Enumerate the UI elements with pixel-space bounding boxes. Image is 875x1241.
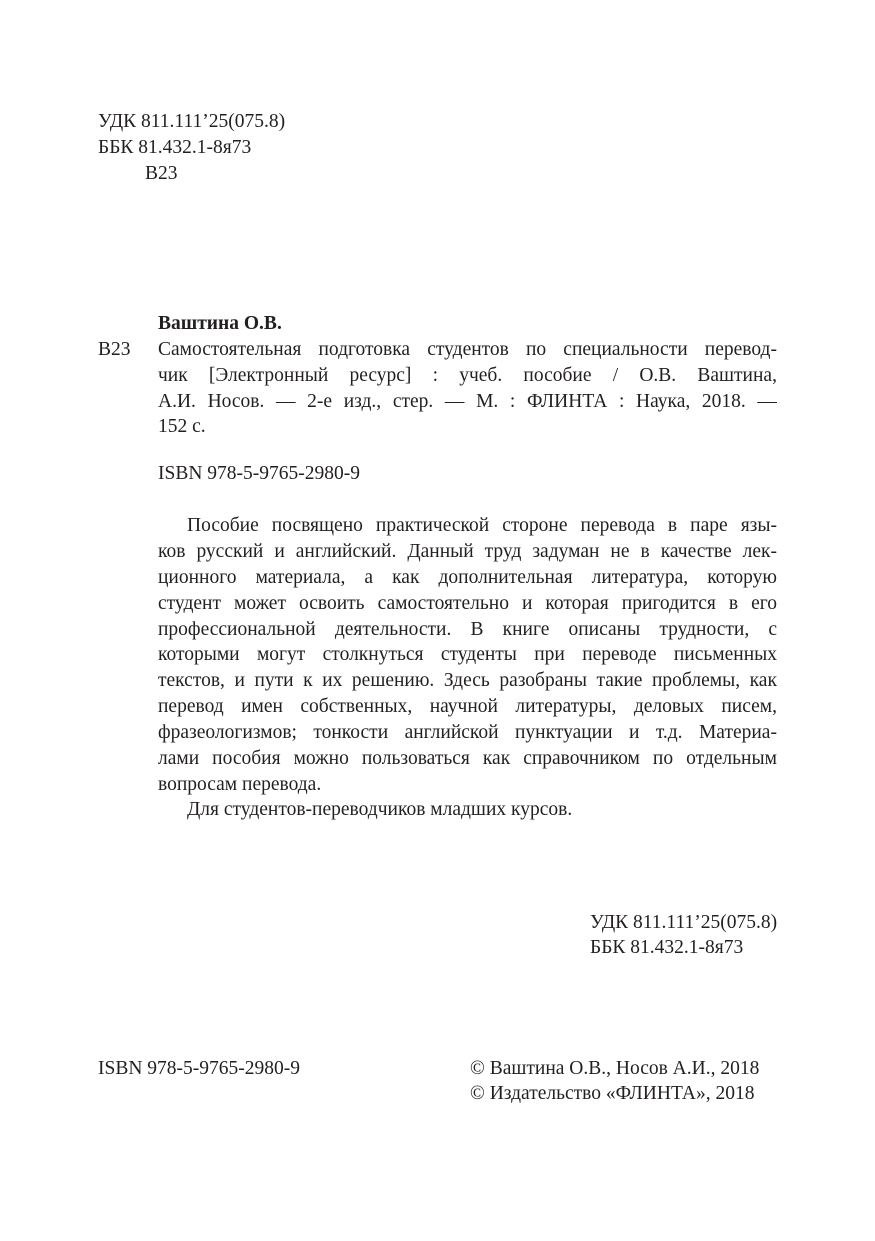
record-code: В23 [98,339,131,360]
top-udk: УДК 811.111’25(075.8) [98,111,286,132]
author-heading: Ваштина О.В. [158,313,282,334]
copyright-authors: © Ваштина О.В., Носов А.И., 2018 [470,1058,760,1079]
bottom-udk: УДК 811.111’25(075.8) [590,912,778,933]
annotation-line: Пособие посвящено практической стороне перевода в паре язы- [187,515,777,536]
annotation-line: которыми могут столкнуться студенты при переводе письменных [158,644,777,665]
annotation-line: ков русский и английский. Данный труд задуман не в качестве лек- [158,541,777,562]
bottom-bbk: ББК 81.432.1-8я73 [590,937,744,958]
top-bbk: ББК 81.432.1-8я73 [98,137,252,158]
record-line-4: 152 с. [158,416,206,437]
record-line-2: чик [Электронный ресурс] : учеб. пособие / О.В. Ваштина, [158,365,777,386]
copyright-block [470,1057,759,1107]
record-isbn: ISBN 978-5-9765-2980-9 [158,463,361,484]
annotation-line: текстов, и пути к их решению. Здесь разобраны такие проблемы, как [158,670,777,691]
annotation-audience: Для студентов-переводчиков младших курсов. [187,799,573,820]
top-code: В23 [145,163,178,184]
annotation-line: вопросам перевода. [158,774,322,795]
record-line-3: А.И. Носов. — 2-е изд., стер. — М. : ФЛИНТА : Наука, 2018. — [158,391,777,412]
footer-isbn: ISBN 978-5-9765-2980-9 [98,1058,301,1079]
annotation-line: перевод имен собственных, научной литературы, деловых писем, [158,696,777,717]
annotation-line: фразеологизмов; тонкости английской пунктуации и т.д. Материа- [158,722,777,743]
annotation-line: профессиональной деятельности. В книге описаны трудности, с [158,619,777,640]
bottom-classification [590,911,777,961]
annotation-line: ционного материала, а как дополнительная литература, которую [158,567,777,588]
annotation-line: лами пособия можно пользоваться как справочником по отдельным [158,748,777,769]
top-classification [98,110,285,188]
copyright-publisher: © Издательство «ФЛИНТА», 2018 [470,1083,755,1104]
annotation-line: студент может освоить самостоятельно и которая пригодится в его [158,593,777,614]
record-line-1: Самостоятельная подготовка студентов по специальности перевод- [158,339,777,360]
